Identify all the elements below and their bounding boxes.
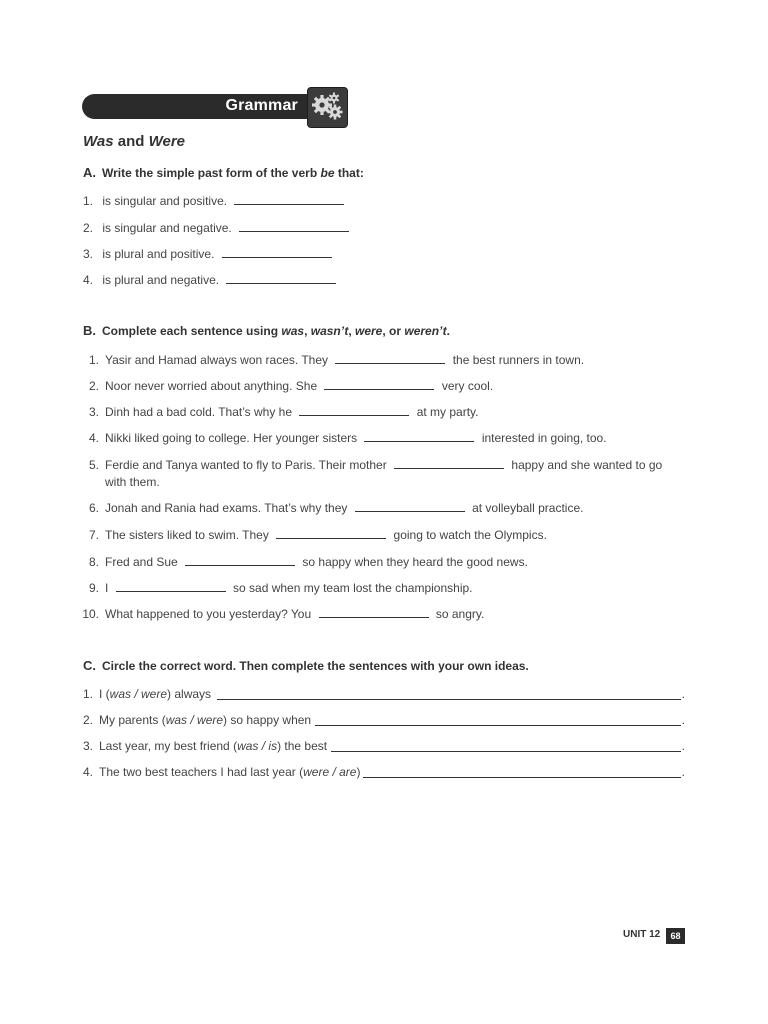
list-item <box>77 404 479 421</box>
item-text: Fred and Sue <box>105 555 178 569</box>
list-item <box>77 554 528 571</box>
item-text: is singular and positive. <box>102 194 228 208</box>
item-text: Noor never worried about anything. She <box>105 379 318 393</box>
item-number: 3. <box>83 739 94 753</box>
list-item <box>77 378 493 395</box>
item-number: 9. <box>88 581 99 595</box>
heading-were: Were <box>148 133 186 150</box>
answer-blank[interactable] <box>335 352 445 364</box>
list-item <box>83 764 685 781</box>
answer-blank[interactable] <box>116 580 226 592</box>
word-options[interactable]: were / are <box>303 765 357 779</box>
item-text: I ( <box>99 687 110 701</box>
list-item-continuation <box>105 474 160 491</box>
item-text: with them. <box>105 475 160 489</box>
list-item <box>77 457 662 474</box>
item-number: 10. <box>82 607 99 621</box>
end-mark: . <box>681 713 685 727</box>
answer-line[interactable] <box>315 714 681 726</box>
item-text: Ferdie and Tanya wanted to fly to Paris. Their mother <box>105 458 387 472</box>
list-item <box>77 606 484 623</box>
item-text: The two best teachers I had last year ( <box>99 765 304 779</box>
instruction-text: that: <box>334 166 364 180</box>
section-c-instruction <box>83 658 529 673</box>
answer-line[interactable] <box>331 740 681 752</box>
list-item <box>83 246 332 263</box>
item-number: 1. <box>88 353 99 367</box>
item-text: so angry. <box>435 607 485 621</box>
item-number: 3. <box>88 405 99 419</box>
instruction-text: Circle the correct word. Then complete the sentences with your own ideas. <box>102 659 529 673</box>
list-item <box>77 352 584 369</box>
answer-blank[interactable] <box>324 378 434 390</box>
item-number: 2. <box>88 379 99 393</box>
item-number: 1. <box>83 194 94 208</box>
answer-blank[interactable] <box>234 193 344 205</box>
item-number: 6. <box>88 501 99 515</box>
item-number: 5. <box>88 458 99 472</box>
answer-blank[interactable] <box>355 500 465 512</box>
item-text: so sad when my team lost the championship. <box>233 581 473 595</box>
item-text: ) so happy when <box>223 713 312 727</box>
item-text: at volleyball practice. <box>472 501 584 515</box>
item-text: Yasir and Hamad always won races. They <box>105 353 328 367</box>
gears-icon <box>307 87 348 128</box>
instruction-text: Write the simple past form of the verb <box>102 166 321 180</box>
section-a-letter: A. <box>83 165 96 180</box>
heading-and: and <box>113 133 149 150</box>
word-options[interactable]: was / were <box>109 687 168 701</box>
item-number: 3. <box>83 247 94 261</box>
end-mark: . <box>681 739 685 753</box>
unit-label: UNIT 12 <box>623 929 661 940</box>
item-text: I <box>105 581 109 595</box>
list-item <box>83 220 349 237</box>
item-text: ) always <box>167 687 212 701</box>
list-item <box>83 272 336 289</box>
instruction-text: Complete each sentence using <box>102 324 282 338</box>
item-text: Jonah and Rania had exams. That’s why they <box>105 501 348 515</box>
list-item <box>77 527 547 544</box>
instruction-text: , <box>304 324 311 338</box>
list-item <box>83 686 685 703</box>
item-number: 4. <box>83 273 94 287</box>
word-option: was <box>281 324 305 338</box>
list-item <box>83 193 344 210</box>
heading-was: Was <box>83 133 114 150</box>
item-text: very cool. <box>441 379 494 393</box>
word-options[interactable]: was / were <box>165 713 224 727</box>
instruction-text: . <box>446 324 450 338</box>
instruction-text: , <box>348 324 355 338</box>
word-option: were <box>354 324 383 338</box>
instruction-emphasis: be <box>320 166 335 180</box>
answer-blank[interactable] <box>394 457 504 469</box>
item-text: the best runners in town. <box>452 353 585 367</box>
section-b-instruction <box>83 323 450 338</box>
item-text: is singular and negative. <box>102 221 232 235</box>
word-option: wasn’t <box>310 324 349 338</box>
section-c-letter: C. <box>83 658 96 673</box>
list-item <box>77 430 607 447</box>
answer-blank[interactable] <box>222 246 332 258</box>
item-text: Nikki liked going to college. Her younger sisters <box>105 431 358 445</box>
instruction-text: , or <box>382 324 405 338</box>
word-options[interactable]: was / is <box>237 739 278 753</box>
item-text: at my party. <box>416 405 479 419</box>
end-mark: . <box>681 687 685 701</box>
item-text: happy and she wanted to go <box>511 458 663 472</box>
answer-blank[interactable] <box>319 606 429 618</box>
item-text: so happy when they heard the good news. <box>302 555 528 569</box>
item-text: ) the best <box>277 739 328 753</box>
page-heading <box>83 133 185 150</box>
item-text: interested in going, too. <box>481 431 607 445</box>
list-item <box>83 712 685 729</box>
item-number: 7. <box>88 528 99 542</box>
answer-blank[interactable] <box>239 220 349 232</box>
item-text: What happened to you yesterday? You <box>105 607 312 621</box>
item-number: 2. <box>83 221 94 235</box>
answer-line[interactable] <box>217 688 681 700</box>
item-text: ) <box>356 765 361 779</box>
answer-blank[interactable] <box>185 554 295 566</box>
item-number: 4. <box>88 431 99 445</box>
item-number: 4. <box>83 765 94 779</box>
answer-line[interactable] <box>363 766 680 778</box>
section-banner <box>82 94 312 119</box>
answer-blank[interactable] <box>276 527 386 539</box>
answer-blank[interactable] <box>226 272 336 284</box>
item-text: Last year, my best friend ( <box>99 739 238 753</box>
section-b-letter: B. <box>83 323 96 338</box>
item-text: is plural and positive. <box>102 247 215 261</box>
end-mark: . <box>681 765 685 779</box>
page-number: 68 <box>666 928 685 944</box>
banner-title: Grammar <box>225 97 298 114</box>
list-item <box>77 580 473 597</box>
list-item <box>77 500 583 517</box>
item-text: is plural and negative. <box>102 273 220 287</box>
item-text: Dinh had a bad cold. That’s why he <box>105 405 293 419</box>
item-number: 1. <box>83 687 94 701</box>
item-number: 2. <box>83 713 94 727</box>
item-number: 8. <box>88 555 99 569</box>
word-option: weren’t <box>404 324 447 338</box>
answer-blank[interactable] <box>364 430 474 442</box>
section-a-instruction <box>83 165 364 180</box>
list-item <box>83 738 685 755</box>
item-text: My parents ( <box>99 713 166 727</box>
item-text: going to watch the Olympics. <box>393 528 547 542</box>
item-text: The sisters liked to swim. They <box>105 528 269 542</box>
answer-blank[interactable] <box>299 404 409 416</box>
